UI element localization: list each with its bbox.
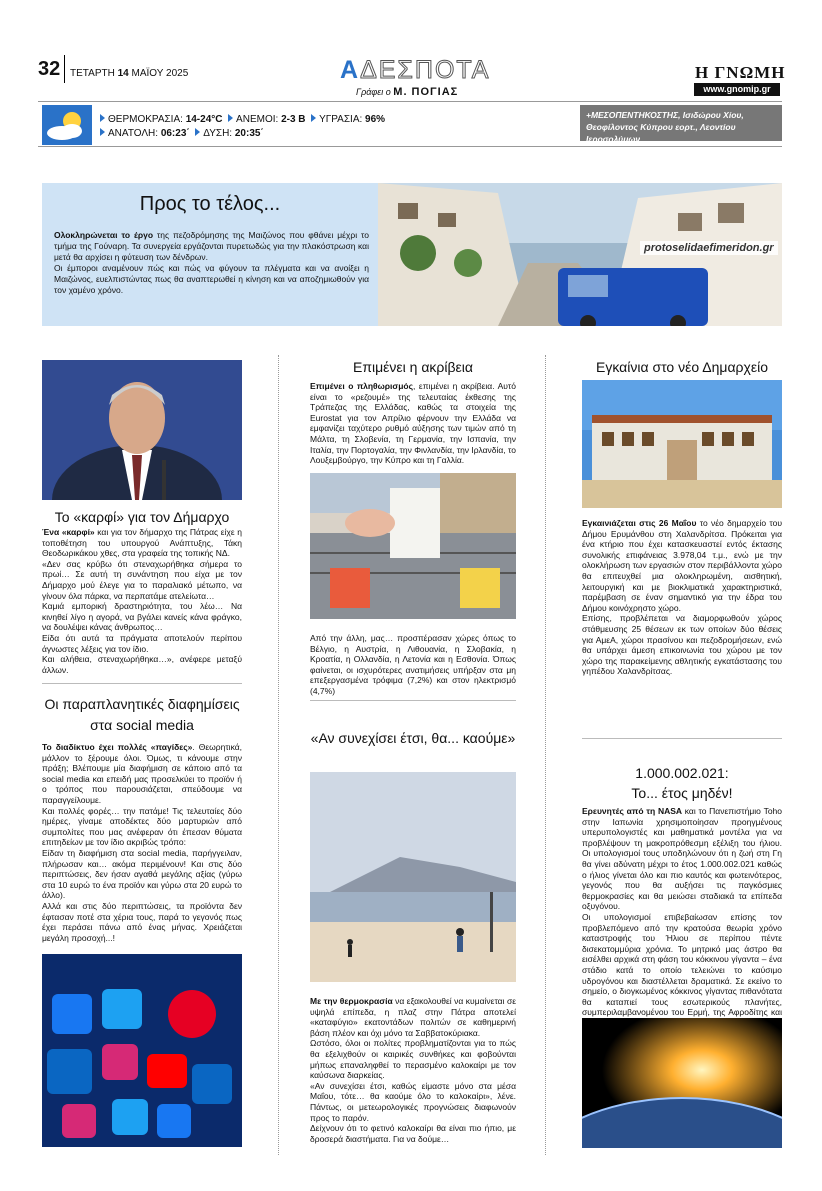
article-text: Οι υπολογισμοί επιβεβαίωσαν επίσης τον προβλεπόμενο από την κρατούσα θεωρία χρόνο καταστροφής του Ήλιου σε περίπου πέντε δισεκατομμύρια χρόνια. Το μητρικό μας άστρο θα εισέλθει αρχικά στη φάση του κόκκινου γίγαντα – ένα στάδιο κατά το οποίο τελειώνει το καύσιμο υδρογόνου και διαστέλλεται δραματικά. Σε εκείνο το σημείο, ο διογκωμένος κόκκινος γίγαντας πιθανότατα θα καταπιεί τους εσωτερικούς πλανήτες, συμπεριλαμβανομένου του Ερμή, της Αφροδίτης και: [582, 911, 782, 1018]
bullet-icon: [100, 128, 105, 136]
sunrise-value: 06:23΄: [160, 128, 190, 139]
page-number: 32: [38, 58, 61, 80]
sunset-value: 20:35΄: [234, 128, 264, 139]
article-text: Είδα ότι αυτά τα πράγματα αποτελούν περίπου άγνωστες λέξεις για τον ίδιο.: [42, 632, 242, 654]
weather-row-2: [100, 128, 264, 139]
feature-title: Προς το τέλος...: [139, 193, 281, 215]
article-text: Αλλά και στις δύο περιπτώσεις, τα προϊόντα δεν έφτασαν ποτέ στα χέρια τους, παρά το γεγονός πως έχει περάσει πάνω από ένας μήνας. Χρειάζεται μεγάλη προσοχή...!: [42, 900, 242, 943]
issue-date: [70, 68, 188, 79]
article-body: [42, 742, 242, 943]
article-text: . Θεωρητικά, μάλλον το ξέρουμε όλοι. Όμως, τι κάνουμε στην πράξη; Βλέπουμε μία διαφήμιση σε κάποιο από τα social media και επειδή μας προσελκύει το προϊόν ή ο τρόπος που παρουσιάζεται, σπεύδουμε να παραγγείλουμε.: [42, 742, 242, 805]
issue-month-year: ΜΑΪΟΥ 2025: [131, 68, 189, 79]
article-lead: Ερευνητές από τη NASA: [582, 806, 683, 816]
social-media-photo: [42, 954, 242, 1147]
supermarket-photo: [310, 473, 516, 619]
article-text: και για τον δήμαρχο της Πάτρας είχε η τοποθέτηση του υπουργού Ανάπτυξης, Τάκη Θεοδωρικάκου χθες, στα γραφεία της τοπικής ΝΔ.: [42, 527, 242, 559]
humidity-value: 96%: [365, 114, 386, 125]
article-title: 1.000.002.021:: [635, 765, 729, 781]
feature-text: [54, 230, 369, 296]
bullet-icon: [100, 114, 105, 122]
partly-cloudy-icon: [42, 105, 92, 145]
bullet-icon: [311, 114, 316, 122]
article-divider: [310, 700, 516, 701]
column-divider: [278, 355, 279, 1155]
article-subtitle: Το... έτος μηδέν!: [631, 785, 733, 801]
article-body: [310, 381, 516, 466]
article-text: Δείχνουν ότι το φετινό καλοκαίρι θα είναι πιο ήπιο, με δροσερά διαστήματα. Για να δούμε…: [310, 1123, 516, 1144]
header-divider: [64, 55, 65, 83]
article-title: Επιμένει η ακρίβεια: [353, 359, 473, 375]
sunset-label: ΔΥΣΗ:: [203, 128, 233, 139]
article-text: Και πολλές φορές… την πατάμε! Τις τελευταίες δύο ημέρες, γίναμε αποδέκτες δύο μαρτυριών από συμπολίτες που μας ανέφεραν ότι έπεσαν θύματα επιτηδείων με τον ίδιο ακριβώς τρόπο:: [42, 805, 242, 848]
article-text: και το Πανεπιστήμιο Toho στην Ιαπωνία χρησιμοποίησαν προηγμένους υπερυπολογιστές και μαθηματικά μοντέλα για να προβλέψουν τη μακροπρόθεσμη εξέλιξη του ήλιου. Οι υπολογισμοί τους υποδηλώνουν ότι η ζωή στη Γη θα γίνει αδύνατη μέχρι το έτος 1.000.002.021 καθώς ο ήλιος γίνεται όλο και πιο καυτός και φωτεινότερος, γεγονός που θα αυξήσει τις παγκόσμιες θερμοκρασίες και θα μειώσει σταδιακά τα επίπεδα οξυγόνου.: [582, 806, 782, 912]
article-text: , επιμένει η ακρίβεια. Αυτό είναι το «ρεζουμέ» της τελευταίας έκθεσης της Τράπεζας της Ελλάδας, καθώς τα στοιχεία της Eurostat για τον Απρίλιο φέρνουν την Ελλάδα να εμφανίζει ταχύτερο ρυθμό αύξησης των τιμών από τη Μάλτα, τη Σλοβενία, τη Γερμανία, την Ισπανία, την Ιταλία, την Πορτογαλία, την Φινλανδία, την Ιρλανδία, το Λουξεμβούργο, την Κύπρο και τη Γαλλία.: [310, 381, 516, 466]
article-text: Επίσης, προβλέπεται να διαμορφωθούν χώρος στάθμευσης 25 θέσεων εκ των οποίων δύο θέσεις για ΑμεΑ, χώροι πρασίνου και πεζοδρομήσεων, ενώ θα υπάρχει άμεση επικοινωνία του χώρου με τον χώρο της παρακείμενης αθλητικής εγκατάστασης του γηπέδου Χαλανδρίτσας.: [582, 613, 782, 677]
newspaper-logo: Η ΓΝΩΜΗ: [695, 63, 786, 82]
article-body: [582, 518, 782, 677]
newspaper-url: www.gnomip.gr: [694, 83, 780, 96]
article-divider: [582, 738, 782, 739]
section-title-initial: Α: [340, 56, 361, 84]
sunrise-label: ΑΝΑΤΟΛΗ:: [108, 128, 159, 139]
article-lead: Επιμένει ο πληθωρισμός: [310, 381, 414, 391]
column-divider: [545, 355, 546, 1155]
article-text: Και αλήθεια, στεναχωρήθηκα…», ανέφερε μεταξύ άλλων.: [42, 654, 242, 675]
temp-value: 14-24°C: [185, 114, 223, 125]
article-text: Ωστόσο, όλοι οι πολίτες προβληματίζονται για το πώς θα εξελιχθούν οι καιρικές συνθήκες και φοβούνται μήπως επαναληφθεί το περασμένο καλοκαίρι με τον καύσωνα διαρκείας.: [310, 1038, 516, 1081]
article-body: [310, 996, 516, 1144]
minister-photo: [42, 360, 242, 500]
beach-photo: [310, 772, 516, 982]
feature-lead: Ολοκληρώνεται το έργο: [54, 230, 154, 240]
article-title: Οι παραπλανητικές διαφημίσεις στα social media: [44, 696, 240, 733]
section-title: [340, 56, 490, 85]
article-title: Εγκαίνια στο νέο Δημαρχείο: [595, 359, 768, 375]
humidity-label: ΥΓΡΑΣΙΑ:: [319, 114, 363, 125]
article-text: «Δεν σας κρύβω ότι στεναχωρήθηκα σήμερα το πρωί… Σε αυτή τη συνάντηση που είχα με τον Δήμαρχο μού έλεγε για το παραλιακό μέτωπο, να γίνουν όλα πάρκα, να περπατάμε ατελείωτα…: [42, 558, 242, 601]
article-text: Είδαν τη διαφήμιση στα social media, παρήγγειλαν, πλήρωσαν και… ακόμα περιμένουν! Και στις δύο περιπτώσεις, δεν ήσαν αγαθά μεγάλης αξίας (γύρω στα 10 ευρώ το ένα προϊόν και γύρω στα 20 ευρώ το άλλο).: [42, 847, 242, 901]
bullet-icon: [195, 128, 200, 136]
weather-row-1: [100, 114, 385, 125]
header-rule: [38, 101, 782, 102]
article-lead: Εγκαινιάζεται στις 26 Μαΐου: [582, 518, 697, 528]
temp-label: ΘΕΡΜΟΚΡΑΣΙΑ:: [108, 114, 183, 125]
town-hall-photo: [582, 380, 782, 508]
weather-rule: [38, 146, 782, 147]
section-title-rest: ΔΕΣΠΟΤΑ: [360, 56, 491, 84]
article-text: το νέο δημαρχείο του Δήμου Ερυμάνθου στη Χαλανδρίτσα. Πρόκειται για ένα κτήριο που έχει κατασκευαστεί εντός έκτασης συνολικής επιφάνειας 3.978,04 τ.μ., ενώ με την ολοκλήρωση των εργασιών στον περιβάλλοντα χώρο θα επιτευχθεί μια ολοκληρωμένη, αισθητική, λειτουργική και με βιοκλιματικά χαρακτηριστικά, παρέμβαση σε έναν σημαντικό για την έδρα του Δήμου κοινόχρηστο χώρο.: [582, 518, 782, 613]
photo-watermark: protoselidaefimeridon.gr: [640, 241, 778, 255]
article-divider: [42, 683, 242, 684]
article-lead: Ένα «καρφί»: [42, 527, 95, 537]
article-title: «Αν συνεχίσει έτσι, θα... καούμε»: [310, 730, 516, 746]
article-title: Το «καρφί» για τον Δήμαρχο: [54, 509, 230, 525]
wind-label: ΑΝΕΜΟΙ:: [236, 114, 279, 125]
feature-text-1: της πεζοδρόμησης της Μαιζώνος που φθάνει μέχρι το τμήμα της Γούναρη. Τα συνεργεία εργάζονται πυρετωδώς για την πλακόστρωση και μετά θα αρχίσει η φύτευση των δένδρων.: [54, 230, 369, 262]
byline-prefix: Γράφει ο: [356, 87, 391, 97]
issue-date-num: 14: [117, 68, 129, 79]
wind-value: 2-3 Β: [281, 114, 306, 125]
article-lead: Με την θερμοκρασία: [310, 996, 393, 1006]
article-text: «Αν συνεχίσει έτσι, καθώς είμαστε μόνο στα μέσα Μαΐου, τότε… θα καούμε όλο το καλοκαίρι», λένε. Πάντως, οι μετεωρολογικές προγνώσεις διαφωνούν προς το παρόν.: [310, 1080, 516, 1123]
bullet-icon: [228, 114, 233, 122]
byline: [356, 86, 458, 98]
issue-day: ΤΕΤΑΡΤΗ: [70, 68, 115, 79]
article-lead: Το διαδίκτυο έχει πολλές «παγίδες»: [42, 742, 193, 752]
article-text: Καμιά εμπορική δραστηριότητα, του λέω… Να κινηθεί λίγο η αγορά, να βγάλει κανείς κάνα φράγκο, να δουλέψει κάνας άνθρωπος…: [42, 601, 242, 633]
byline-name: Μ. ΠΟΓΙΑΣ: [393, 86, 459, 98]
article-body: [42, 527, 242, 675]
article-body: [310, 633, 516, 697]
article-text: Από την άλλη, μας… προσπέρασαν χώρες όπως το Βέλγιο, η Αυστρία, η Λιθουανία, η Σλοβακία, η Κροατία, η Ολλανδία, η Λετονία και η Εσθονία. Όπως φαίνεται, οι ισχυρότερες ανατιμήσεις υπήρξαν στα μη επεξεργασμένα τρόφιμα (7,2%) και στον ηλεκτρισμό (4,7%): [310, 633, 516, 696]
article-text: να εξακολουθεί να κυμαίνεται σε υψηλά επίπεδα, η πλαζ στην Πάτρα αποτελεί «καταφύγιο» εκατοντάδων πολιτών σε καθημερινή βάση πλέον και όχι μόνο τα Σαββατοκύριακα.: [310, 996, 516, 1038]
sun-earth-photo: [582, 1018, 782, 1148]
name-days-box: +ΜΕΣΟΠΕΝΤΗΚΟΣΤΗΣ, Ισιδώρου Χίου, Θεοφίλοντος Κύπρου εορτ., Λεοντίου Ιεροσολύμων: [580, 105, 782, 141]
feature-text-2: Οι έμποροι αναμένουν πώς και πώς να φύγουν τα πλέγματα και να ανοίξει η Μαιζώνος, ευελπιστώντας πως θα αναπτερωθεί η κίνηση και να αποζημιωθούν για τον χαμένο χρόνο.: [54, 263, 369, 295]
